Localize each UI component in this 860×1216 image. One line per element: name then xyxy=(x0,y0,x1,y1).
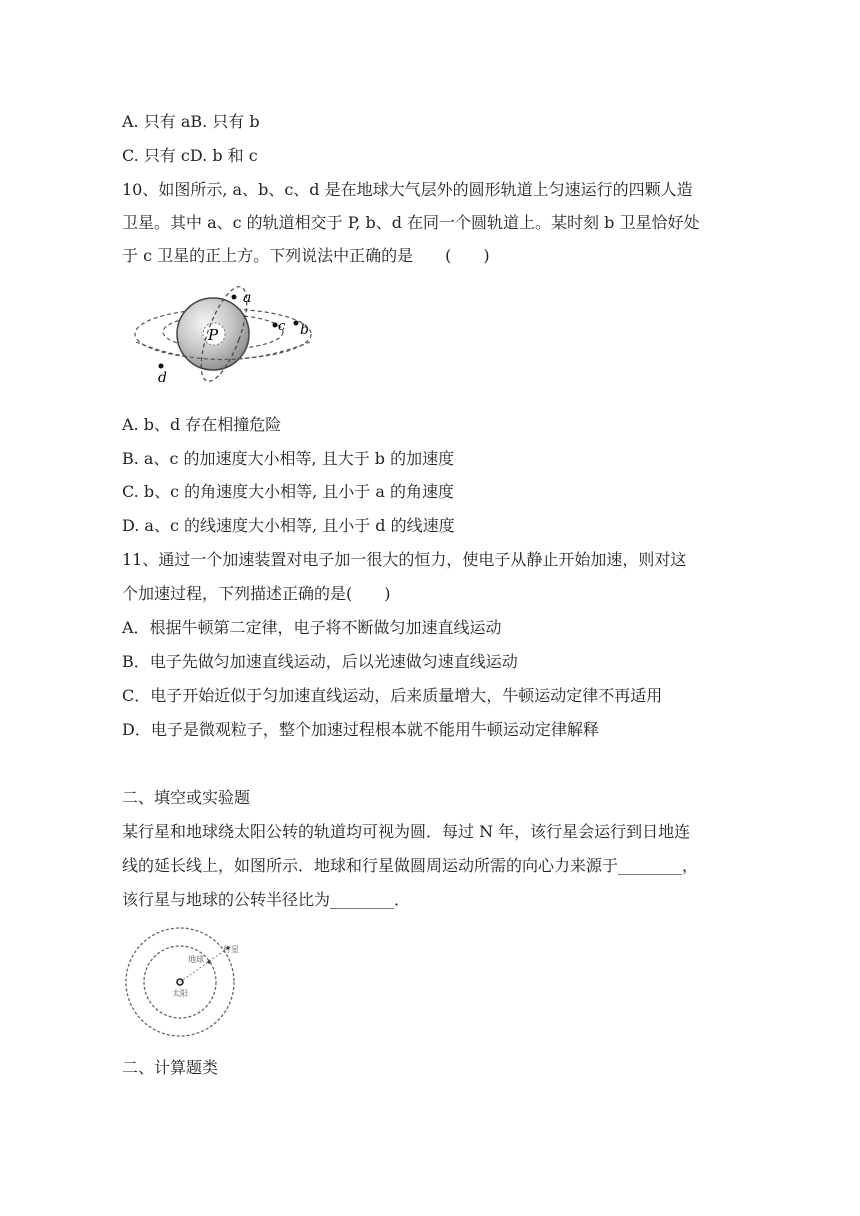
section2-line-2: 线的延长线上，如图所示．地球和行星做圆周运动所需的向心力来源于________， xyxy=(122,856,699,875)
section2-line-3: 该行星与地球的公转半径比为________． xyxy=(122,890,411,909)
q9-options-ab: A. 只有 aB. 只有 b xyxy=(122,112,260,131)
q10-option-c: C. b、c 的角速度大小相等, 且小于 a 的角速度 xyxy=(122,482,455,501)
q10-option-a: A. b、d 存在相撞危险 xyxy=(122,415,282,434)
earth-dot xyxy=(207,960,210,963)
label-p: P xyxy=(208,326,219,344)
satellite-orbits-figure xyxy=(128,282,318,388)
q10-stem-line-3: 于 c 卫星的正上方。下列说法中正确的是 ( ) xyxy=(122,246,490,265)
label-c: c xyxy=(278,319,286,334)
satellite-b xyxy=(294,321,299,326)
label-a: a xyxy=(243,290,252,306)
section2-line-1: 某行星和地球绕太阳公转的轨道均可视为圆．每过 N 年，该行星会运行到日地连 xyxy=(122,822,691,841)
q10-stem-line-2: 卫星。其中 a、c 的轨道相交于 P, b、d 在同一个圆轨道上。某时刻 b 卫星恰好处 xyxy=(122,213,700,232)
q11-stem-line-2: 个加速过程，下列描述正确的是( ) xyxy=(122,584,391,603)
q11-stem-line-1: 11、通过一个加速装置对电子加一很大的恒力，使电子从静止开始加速，则对这 xyxy=(122,550,687,569)
q10-option-d: D. a、c 的线速度大小相等, 且小于 d 的线速度 xyxy=(122,516,455,535)
label-d: d xyxy=(158,370,167,386)
section3-heading: 二、计算题类 xyxy=(122,1058,219,1077)
satellite-a xyxy=(232,295,237,300)
q11-option-a: A．根据牛顿第二定律，电子将不断做匀加速直线运动 xyxy=(122,618,502,637)
section2-heading: 二、填空或实验题 xyxy=(122,788,251,807)
satellite-c xyxy=(273,323,278,328)
q11-option-c: C．电子开始近似于匀加速直线运动，后来质量增大，牛顿运动定律不再适用 xyxy=(122,686,663,705)
satellite-d xyxy=(159,364,164,369)
q9-options-cd: C. 只有 cD. b 和 c xyxy=(122,146,258,165)
q11-option-d: D．电子是微观粒子，整个加速过程根本就不能用牛顿运动定律解释 xyxy=(122,720,599,739)
planet-orbits-figure xyxy=(124,922,244,1044)
label-sun: 太阳 xyxy=(172,989,188,998)
q11-option-b: B．电子先做匀加速直线运动，后以光速做匀速直线运动 xyxy=(122,652,518,671)
label-b: b xyxy=(300,322,309,338)
q10-stem-line-1: 10、如图所示, a、b、c、d 是在地球大气层外的圆形轨道上匀速运行的四颗人造 xyxy=(122,180,693,199)
label-planet: 行星 xyxy=(223,945,239,954)
label-earth: 地球 xyxy=(188,955,204,964)
q10-option-b: B. a、c 的加速度大小相等, 且大于 b 的加速度 xyxy=(122,449,455,468)
sun-earth-planet-line xyxy=(180,948,228,982)
